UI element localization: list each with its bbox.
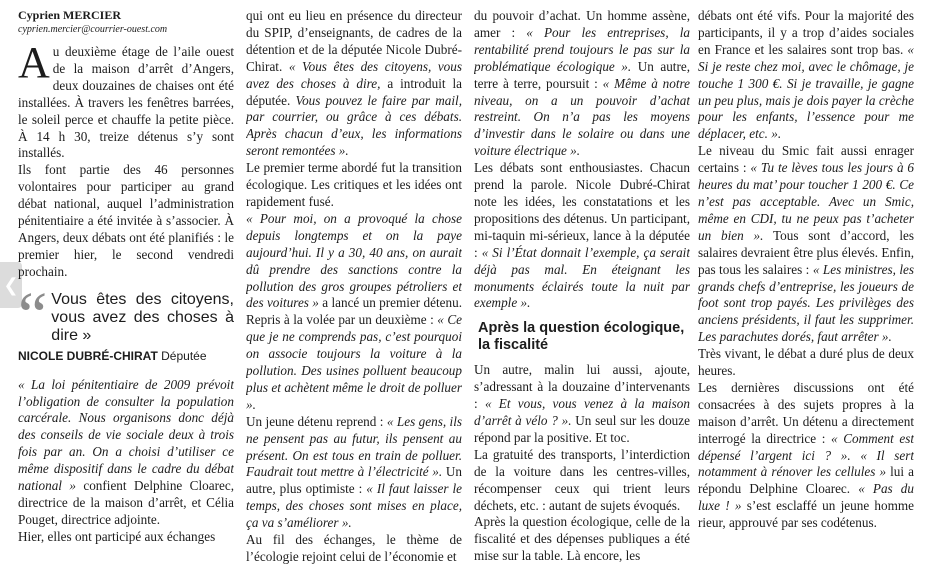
paragraph: du pouvoir d’achat. Un homme assène, amer : « Pour les entreprises, la rentabilité prend toujours le pas sur la problématique écologique ». Un autre, terre à terre, poursuit : « Même à notre niveau, on a un pouvoir d’achat restreint. On n’a pas les moyens d’investir dans le solaire ou dans une voiture électrique ». (474, 8, 690, 159)
article-column-4 (698, 8, 914, 568)
section-subheading: Après la question écologique, la fiscalité (478, 320, 685, 354)
paragraph: Un jeune détenu reprend : « Les gens, ils ne pensent pas au futur, ils pensent au présent. On est tous en train de polluer. Faudrait tout mettre à l’électricité ». Un autre, plus optimiste : « Il faut laisser le temps, des choses sont mises en place, ça va s’améliorer ». (246, 413, 462, 531)
pull-quote (18, 278, 234, 365)
dropcap: A (18, 38, 50, 87)
article-column-2 (246, 8, 462, 568)
byline-author: Cyprien MERCIER (18, 8, 122, 22)
paragraph: Hier, elles ont participé aux échanges (18, 528, 216, 544)
chevron-left-icon: ❮ (3, 274, 19, 296)
paragraph: Les dernières discussions ont été consacrées à des sujets propres à la maison d’arrêt. Un détenu a directement interrogé la directrice : « Comment est dépensé l’argent ici ? ». « Il sert notamment à rénover les cellules » lui a répondu Delphine Cloarec. « Pas du luxe ! » s’est esclaffé un jeune homme rieur, approuvé par ses codétenus. (698, 379, 914, 531)
paragraph: Les débats sont enthousiastes. Chacun prend la parole. Nicole Dubré-Chirat note les idées, les constatations et les propositions des détenus. Un participant, mi-taquin mi-sérieux, lance à la députée : « Si l’État donnait l’exemple, ça serait déjà pas mal. En éteignant les monuments éclairés toute la nuit par exemple ». (474, 160, 690, 311)
paragraph: « Pour moi, on a provoqué la chose depuis longtemps et on la paye aujourd’hui. Il y a 30, 40 ans, on aurait dû prendre des sanctions contre la pollution des gros groupes pétroliers et des voitures » a lancé un premier détenu. Repris à la volée par un deuxième : « Ce que je ne comprends pas, c’est pourquoi on associe toujours la voiture à la pollution. Des usines polluent beaucoup plus et achètent même le droit de polluer ». (246, 210, 462, 412)
paragraph: Ils font partie des 46 personnes volontaires pour participer au grand débat national, auquel l’administration pénitentiaire a été invitée à s’associer. À Angers, deux débats ont été planifiés : le premier hier, le second vendredi prochain. (18, 162, 234, 279)
pull-quote-name: NICOLE DUBRÉ-CHIRAT (18, 348, 158, 363)
pull-quote-text: Vous êtes des citoyens, vous avez des choses à dire » (51, 290, 234, 344)
paragraph: débats ont été vifs. Pour la majorité des participants, il y a trop d’aides sociales en France et les salaires sont trop bas. « Si je reste chez moi, avec le chômage, je touche 1 300 €. Si je travaille, je gagne un peu plus, mais je dois payer la crèche pour les enfants, l’essence pour me déplacer, etc. ». (698, 8, 914, 142)
article-column-1 (18, 8, 234, 568)
byline-email: cyprien.mercier@courrier-ouest.com (18, 24, 168, 35)
paragraph: « La loi pénitentiaire de 2009 prévoit l’obligation de consulter la population carcérale. Nous organisons donc déjà des conseils de vie sociale deux à trois fois par an. On a choisi d’utiliser ce même dispositif dans le cadre du débat national » confient Delphine Cloarec, directrice de la maison d’arrêt, et Célia Pouget, directrice adjointe. (18, 376, 234, 527)
paragraph: Le premier terme abordé fut la transition écologique. Les critiques et les idées ont rapidement fusé. (246, 160, 462, 209)
quote-mark-icon: “ (18, 278, 48, 352)
paragraph: Très vivant, le débat a duré plus de deux heures. (698, 346, 914, 379)
paragraph: La gratuité des transports, l’interdiction de la voiture dans les centres-villes, récompenser ceux qui trient leurs déchets, etc. : autant de sujets évoqués. (474, 446, 690, 513)
paragraph: qui ont eu lieu en présence du directeur du SPIP, d’enseignants, de cadres de la détention et de la députée Nicole Dubré-Chirat. « Vous êtes des citoyens, vous avez des choses à dire, a introduit la députée. Vous pouvez le faire par mail, par courrier, ou grâce à ces débats. Après chacun d’eux, les informations seront remontées ». (246, 8, 462, 159)
paragraph: Le niveau du Smic fait aussi enrager certains : « Tu te lèves tous les jours à 6 heures du mat’ pour toucher 1 200 €. Ce n’est pas acceptable. Avec un Smic, même en CDI, tu ne peux pas t’acheter un bien ». Tous sont d’accord, les salaires devraient être plus élevés. Enfin, pas tous les salaires : « Les ministres, les grands chefs d’entreprise, les joueurs de foot sont trop payés. Les privilèges des anciens présidents, il faut les supprimer. Les parachutes dorés, faut arrêter ». (698, 143, 914, 345)
pull-quote-attribution (18, 348, 234, 365)
paragraph: Après la question écologique, celle de la fiscalité et des dépenses publiques a été mise sur la table. Là encore, les (474, 514, 690, 564)
lead-paragraph: Au deuxième étage de l’aile ouest de la maison d’arrêt d’Angers, deux douzaines de chaises ont été installées. À travers les fenêtres barrées, le soleil perce et chauffe la petite pièce. À 14 h 30, treize détenus s’y sont installés. (18, 38, 234, 161)
paragraph: Au fil des échanges, le thème de l’écologie rejoint celui de l’économie et (246, 532, 462, 564)
paragraph: Un autre, malin lui aussi, ajoute, s’adressant à la douzaine d’intervenants : « Et vous, vous venez à la maison d’arrêt à vélo ? ». Un seul sur les douze répond par la positive. Et toc. (474, 362, 690, 445)
article-column-3 (474, 8, 690, 568)
pull-quote-role: Députée (161, 348, 207, 363)
